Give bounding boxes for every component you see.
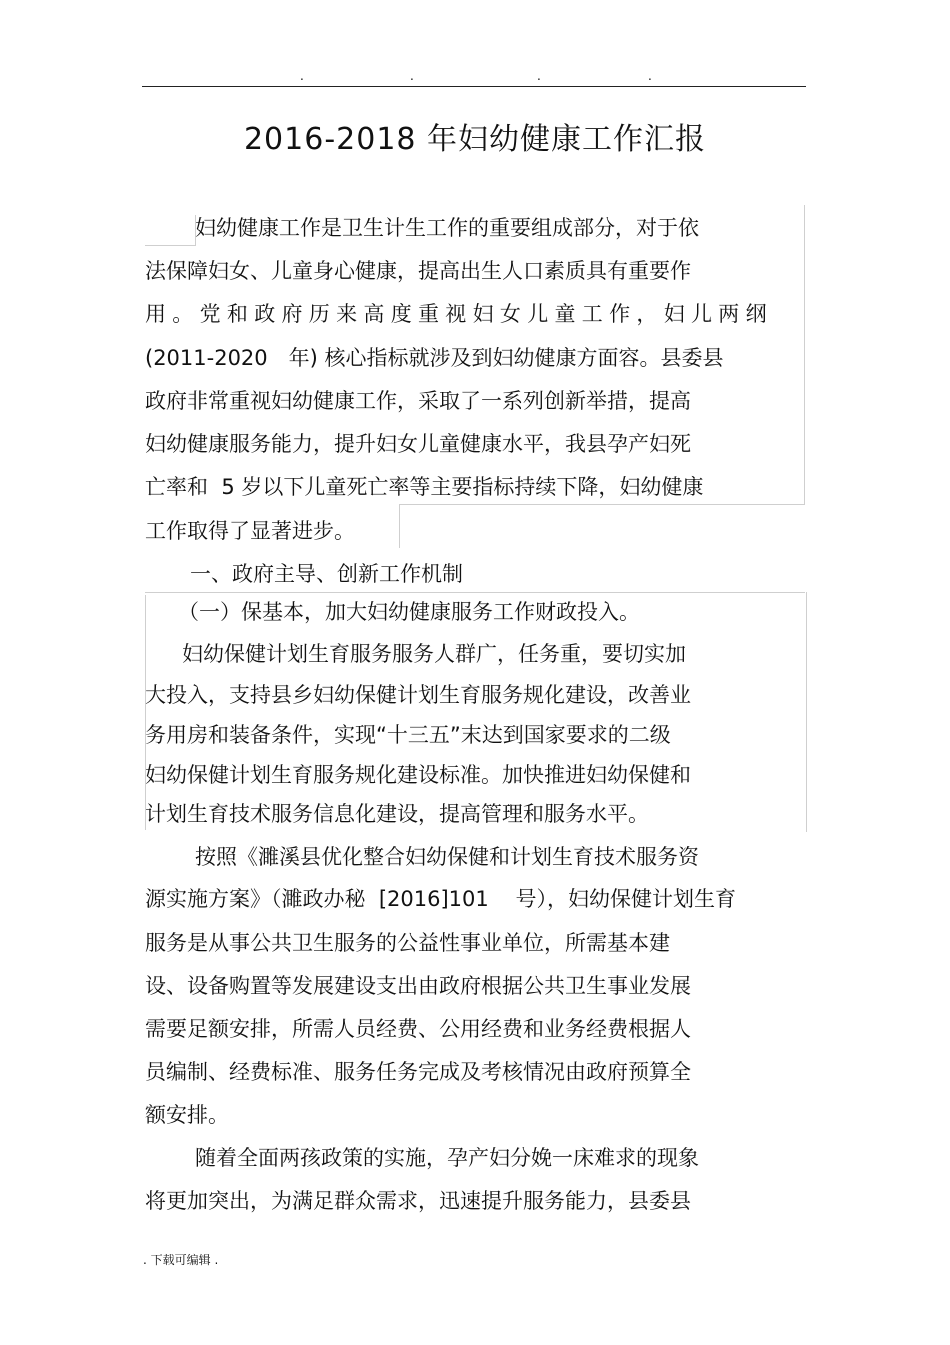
body-line: 政府非常重视妇幼健康工作，采取了一系列创新举措，提高 <box>145 389 691 413</box>
frame-line <box>399 504 805 505</box>
body-line: 按照《濉溪县优化整合妇幼保健和计划生育技术服务资 <box>195 845 699 869</box>
section-heading: 一、政府主导、创新工作机制 <box>190 562 463 586</box>
subsection-heading: （一）保基本，加大妇幼健康服务工作财政投入。 <box>178 600 640 624</box>
header-dot: . <box>537 69 541 83</box>
body-line: 设、设备购置等发展建设支出由政府根据公共卫生事业发展 <box>145 974 691 998</box>
body-line: 服务是从事公共卫生服务的公益性事业单位，所需基本建 <box>145 931 670 955</box>
frame-line <box>804 205 805 505</box>
frame-line <box>145 215 196 246</box>
body-line: 大投入，支持县乡妇幼保健计划生育服务规化建设，改善业 <box>145 683 691 707</box>
body-line: (2011-2020 年) 核心指标就涉及到妇幼健康方面容。县委县 <box>145 346 724 370</box>
frame-line <box>145 592 805 593</box>
body-line: 妇幼保健计划生育服务服务人群广，任务重，要切实加 <box>182 642 686 666</box>
body-line: 将更加突出，为满足群众需求，迅速提升服务能力，县委县 <box>145 1189 691 1213</box>
body-line: 需要足额安排，所需人员经费、公用经费和业务经费根据人 <box>145 1017 691 1041</box>
footer-note: . 下载可编辑 . <box>143 1253 219 1267</box>
header-rule <box>142 86 806 87</box>
body-line: 法保障妇女、儿童身心健康，提高出生人口素质具有重要作 <box>145 259 691 283</box>
body-line: 妇幼健康服务能力，提升妇女儿童健康水平，我县孕产妇死 <box>145 432 691 456</box>
body-line: 务用房和装备条件，实现“十三五”末达到国家要求的二级 <box>145 723 671 747</box>
frame-line <box>145 595 146 830</box>
body-line: 工作取得了显著进步。 <box>145 519 355 543</box>
frame-line <box>806 592 807 832</box>
body-line: 随着全面两孩政策的实施，孕产妇分娩一床难求的现象 <box>195 1146 699 1170</box>
header-dots <box>0 70 950 82</box>
document-title: 2016-2018 年妇幼健康工作汇报 <box>243 122 707 157</box>
body-line: 源实施方案》（濉政办秘 [2016]101 号），妇幼保健计划生育 <box>145 887 736 911</box>
header-dot: . <box>410 69 414 83</box>
header-dot: . <box>300 69 304 83</box>
body-line: 妇幼健康工作是卫生计生工作的重要组成部分，对于依 <box>195 216 699 240</box>
body-line: 员编制、经费标准、服务任务完成及考核情况由政府预算全 <box>145 1060 691 1084</box>
body-line: 计划生育技术服务信息化建设，提高管理和服务水平。 <box>145 802 649 826</box>
body-line: 亡率和 5 岁以下儿童死亡率等主要指标持续下降，妇幼健康 <box>145 475 704 499</box>
body-line: 妇幼保健计划生育服务规化建设标准。加快推进妇幼保健和 <box>145 763 691 787</box>
body-line: 额安排。 <box>145 1103 229 1127</box>
body-line: 用。党和政府历来高度重视妇女儿童工作，妇儿两纲 <box>145 302 773 326</box>
header-dot: . <box>648 69 652 83</box>
frame-line <box>399 504 400 548</box>
